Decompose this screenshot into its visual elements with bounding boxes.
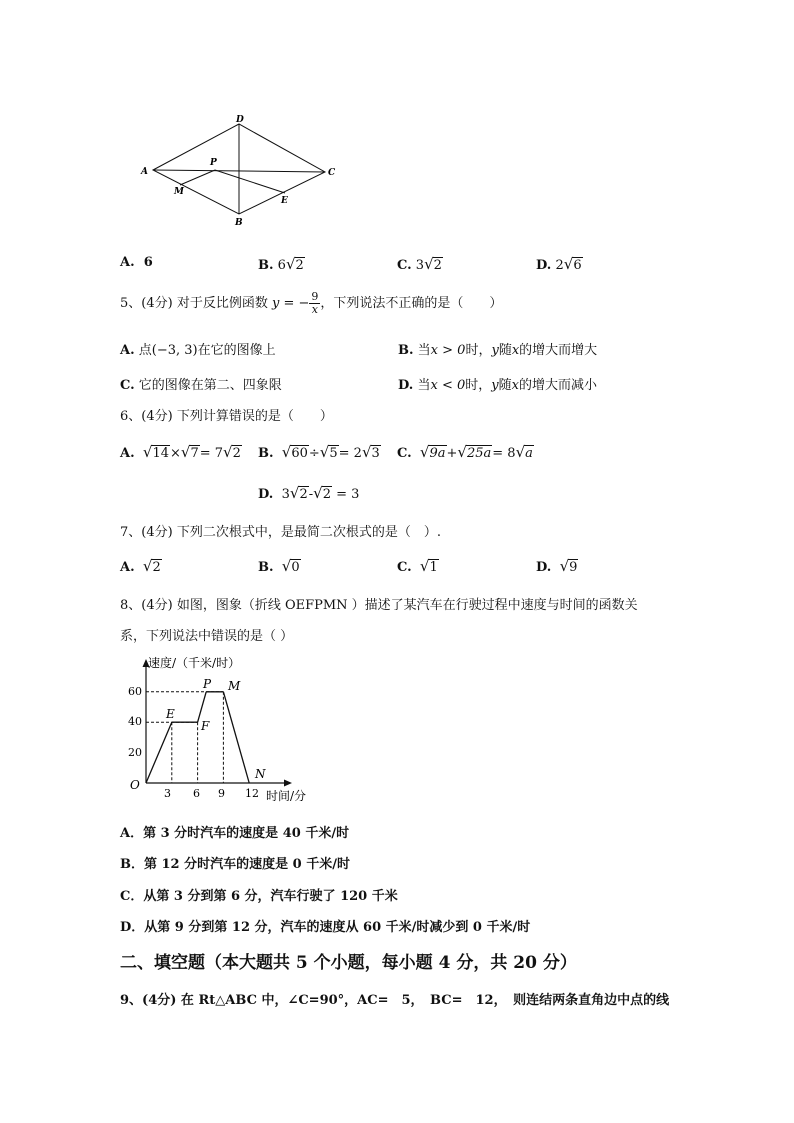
q7-option-d: D. √9 bbox=[536, 557, 578, 575]
q4-option-a: A. 6 bbox=[120, 255, 153, 270]
q5-option-a: A. 点(−3, 3)在它的图像上 bbox=[120, 343, 276, 358]
chart-ytick-60: 60 bbox=[128, 685, 142, 698]
chart-segment-FP bbox=[198, 692, 207, 722]
chart-x-axis-arrow bbox=[284, 780, 292, 787]
q8-stem-line2: 系，下列说法中错误的是（ ） bbox=[120, 629, 294, 644]
q8-option-c: C．从第 3 分到第 6 分，汽车行驶了 120 千米 bbox=[120, 889, 398, 904]
chart-origin-label: O bbox=[130, 778, 140, 792]
q8-option-b: B．第 12 分时汽车的速度是 0 千米/时 bbox=[120, 857, 350, 872]
section-2-title: 二、填空题（本大题共 5 个小题，每小题 4 分，共 20 分） bbox=[120, 953, 577, 973]
chart-xtick-6: 6 bbox=[193, 787, 200, 800]
q7-option-c: C. √1 bbox=[397, 557, 438, 575]
label-P: P bbox=[210, 158, 217, 168]
chart-point-label-M: M bbox=[228, 679, 241, 693]
q8-option-d: D．从第 9 分到第 12 分，汽车的速度从 60 千米/时减少到 0 千米/时 bbox=[120, 920, 531, 935]
chart-xlabel: 时间/分 bbox=[266, 789, 307, 803]
q6-option-a: A. √14×√7= 7√2 bbox=[120, 443, 241, 461]
chart-point-label-P: P bbox=[203, 677, 212, 691]
label-C: C bbox=[328, 168, 336, 178]
q5-option-c: C. 它的图像在第二、四象限 bbox=[120, 378, 282, 393]
label-A: A bbox=[141, 167, 148, 177]
q8-stem-line1: 8、(4分) 如图，图象（折线 OEFPMN ）描述了某汽车在行驶过程中速度与时间的函数关 bbox=[120, 598, 638, 613]
chart-xtick-3: 3 bbox=[164, 787, 171, 800]
q7-option-b: B. √0 bbox=[258, 557, 300, 575]
q7-stem: 7、(4分) 下列二次根式中，是最简二次根式的是（ ）. bbox=[120, 525, 441, 540]
q4-option-c: C. 3√2 bbox=[397, 255, 442, 273]
chart-ytick-20: 20 bbox=[128, 746, 142, 759]
label-D: D bbox=[236, 115, 244, 125]
q5-option-d: D. 当x < 0时，y随x的增大而减小 bbox=[398, 378, 598, 393]
chart-ytick-40: 40 bbox=[128, 715, 142, 728]
q4-option-b: B. 6√2 bbox=[258, 255, 304, 273]
q6-option-c: C. √9a+√25a= 8√a bbox=[397, 443, 533, 461]
q6-option-d: D. 3√2-√2 = 3 bbox=[258, 484, 360, 502]
rhombus-figure bbox=[135, 112, 350, 232]
q5-option-b: B. 当x > 0时，y随x的增大而增大 bbox=[398, 343, 598, 358]
chart-point-label-N: N bbox=[255, 767, 266, 781]
q9-stem: 9、(4分) 在 Rt△ABC 中，∠C=90°，AC= 5， BC= 12， 则连结两条直角边中点的线 bbox=[120, 993, 670, 1008]
label-M: M bbox=[174, 187, 184, 197]
q6-stem: 6、(4分) 下列计算错误的是（ ） bbox=[120, 409, 333, 424]
q7-option-a: A. √2 bbox=[120, 557, 161, 575]
q8-option-a: A．第 3 分时汽车的速度是 40 千米/时 bbox=[120, 826, 350, 841]
chart-point-label-F: F bbox=[201, 719, 210, 733]
speed-time-chart bbox=[120, 650, 330, 805]
chart-point-label-E: E bbox=[166, 707, 175, 721]
q5-stem: 5、(4分) 对于反比例函数 y = − $\frac{9}{x}$ ，下列说法不正确的是（ ） bbox=[120, 290, 503, 316]
chart-xtick-12: 12 bbox=[245, 787, 259, 800]
label-B: B bbox=[235, 218, 243, 228]
chart-segment-OE bbox=[146, 722, 172, 783]
label-E: E bbox=[281, 196, 288, 206]
chart-segment-MN bbox=[223, 692, 249, 783]
chart-xtick-9: 9 bbox=[218, 787, 225, 800]
chart-ylabel: 速度/（千米/时） bbox=[148, 656, 241, 670]
q6-option-b: B. √60÷√5= 2√3 bbox=[258, 443, 380, 461]
q4-option-d: D. 2√6 bbox=[536, 255, 582, 273]
